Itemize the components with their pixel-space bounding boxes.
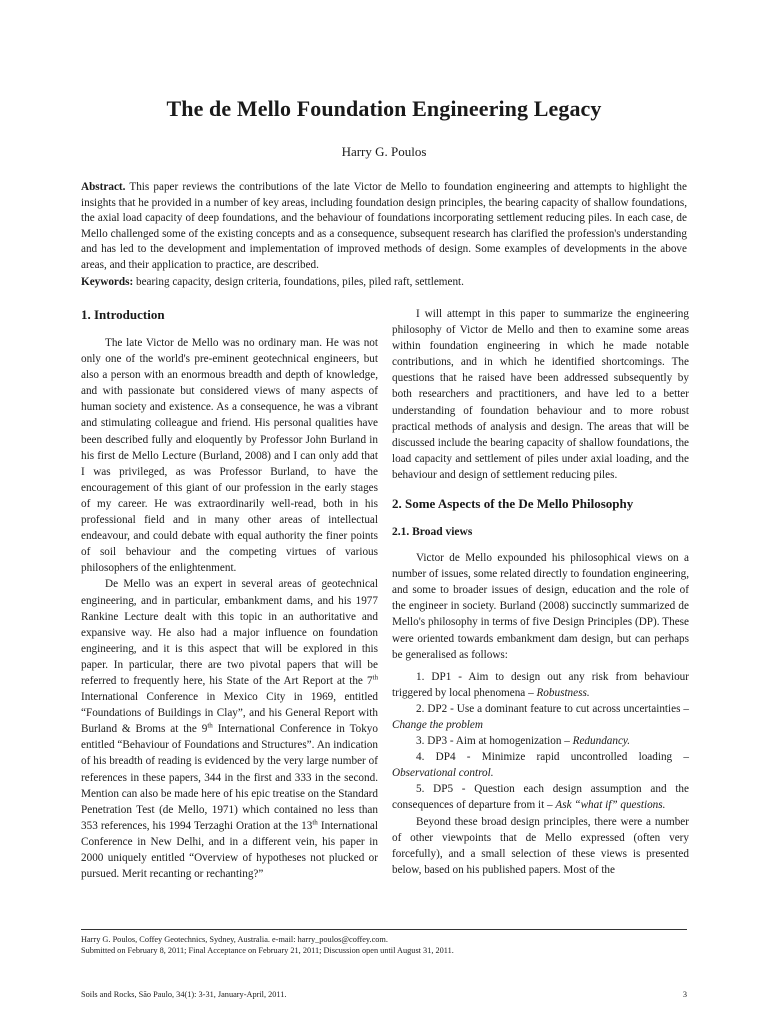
broad-views-paragraph: Victor de Mello expounded his philosophical views on a number of issues, some related directly to foundation engineering, and some to broader issues of design, education and the role of the engineer in society. Burland (2008) succinctly summarized de Mello's philosophy in terms of five Design Principles (DP). These were oriented towards embankment dam design, but can perhaps be generalised as follows: <box>392 552 689 661</box>
section-heading-philosophy: 2. Some Aspects of the De Mello Philosophy <box>392 496 634 512</box>
author-name: Harry G. Poulos <box>341 144 427 159</box>
design-principle-3 <box>392 733 689 749</box>
keywords <box>81 275 687 291</box>
dp5-emphasis: Ask “what if” questions. <box>555 799 666 812</box>
intro-p2-part2: International Conference in Mexico City in 1969, entitled “Foundations of Buildings in Clay”, and his General Report with Burland & Broms at the 9 <box>81 691 378 736</box>
spacer <box>392 483 689 495</box>
left-column <box>81 306 378 882</box>
journal-citation: Soils and Rocks, São Paulo, 34(1): 3-31, January-April, 2011. <box>81 990 287 999</box>
footnote-affiliation: Harry G. Poulos, Coffey Geotechnics, Sydney, Australia. e-mail: harry_poulos@coffey.com. <box>81 935 388 944</box>
section-heading-introduction: 1. Introduction <box>81 307 165 322</box>
abstract-text: This paper reviews the contributions of the late Victor de Mello to foundation engineering and attempts to highlight the insights that he provided in a number of key areas, including foundation design principles, the bearing capacity of shallow foundations, the axial load capacity of deep foundations, and the behaviour of foundations incorporating settlement reducing piles. In each case, de Mello challenged some of the existing concepts and as a consequence, subsequent research has clarified the profession's understanding and has led to the development and implementation of improved methods of design. Some examples of developments in the above areas, and their application to practice, are described. <box>81 181 687 271</box>
keywords-text: bearing capacity, design criteria, foundations, piles, piled raft, settlement. <box>136 276 464 288</box>
dp5-text: 5. DP5 - Question each design assumption and the consequences of departure from it – <box>392 783 689 812</box>
dp4-text: 4. DP4 - Minimize rapid uncontrolled loading – <box>416 751 689 764</box>
page-number: 3 <box>682 990 687 999</box>
keywords-label: Keywords: <box>81 276 134 288</box>
dp1-text: 1. DP1 - Aim to design out any risk from behaviour triggered by local phenomena – <box>392 670 689 699</box>
design-principle-5 <box>392 781 689 813</box>
intro-p2-part1: De Mello was an expert in several areas of geotechnical engineering, and in particular, embankment dams, and his 1977 Rankine Lecture dealt with this topic in an authoritative and expansive way. He also had a major influence on foundation engineering, and it is this aspect that will be explored in this paper. In particular, there are two pivotal papers that will be referred to frequently here, his State of the Art Report at the 7 <box>81 578 378 687</box>
design-principle-4 <box>392 749 689 781</box>
beyond-principles-paragraph: Beyond these broad design principles, there were a number of other viewpoints that de Mello expressed (often very forcefully), and a small selection of these views is presented below, based on his published papers. Most of the <box>392 815 689 876</box>
paper-title: The de Mello Foundation Engineering Legacy <box>166 96 602 121</box>
abstract-label: Abstract. <box>81 181 126 193</box>
superscript-th: th <box>207 721 213 730</box>
footnote-divider <box>81 929 687 930</box>
design-principle-2 <box>392 701 689 733</box>
intro-p2-part4: International Conference in New Delhi, and in a different vein, his paper in 2000 uniquely entitled “Overview of hypotheses not plucked or pursued. Merit recanting or rechanting?” <box>81 819 378 881</box>
superscript-th: th <box>372 673 378 682</box>
dp1-emphasis: Robustness. <box>536 686 590 699</box>
subsection-heading-broad-views: 2.1. Broad views <box>392 526 473 539</box>
right-column <box>392 306 689 878</box>
intro-paragraph-2 <box>81 576 378 882</box>
footnote-submission: Submitted on February 8, 2011; Final Acceptance on February 21, 2011; Discussion open until August 31, 2011. <box>81 946 454 955</box>
intro-paragraph-3: I will attempt in this paper to summarize the engineering philosophy of Victor de Mello and then to examine some areas within foundation engineering in which he made notable contributions, and in which he identified shortcomings. The questions that he raised have been addressed subsequently by both researchers and practitioners, and have led to a better understanding of foundation behaviour and to more robust practical methods of analysis and design. The areas that will be discussed include the bearing capacity of shallow foundations, the load capacity and settlement of piles under axial loading, and the behaviour and design of settlement reducing piles. <box>392 308 689 481</box>
dp3-text: 3. DP3 - Aim at homogenization – <box>416 735 573 748</box>
design-principle-1 <box>392 669 689 701</box>
dp3-emphasis: Redundancy. <box>572 735 631 748</box>
intro-p2-part3: International Conference in Tokyo entitled “Behaviour of Foundations and Structures”. An indication of his breadth of reading is evidenced by the very large number of references in these papers, 344 in the first and 333 in the second. Mention can also be made here of his epic treatise on the Standard Penetration Test (de Mello, 1971) which contained no less than 353 references, his 1994 Terzaghi Oration at the 13 <box>81 723 378 832</box>
abstract <box>81 180 687 274</box>
footnote <box>81 934 687 956</box>
dp2-emphasis: Change the problem <box>392 718 483 731</box>
dp4-emphasis: Observational control. <box>392 767 494 780</box>
intro-paragraph-1: The late Victor de Mello was no ordinary man. He was not only one of the world's pre-eminent geotechnical engineers, but also a person with an enormous breadth and depth of knowledge, and with passionate but considered views of many aspects of human society and existence. As a consequence, he was a vibrant and stimulating colleague and friend. His personal qualities have been described fully and eloquently by Professor John Burland in his first de Mello Lecture (Burland, 2008) and I can only add that I was privileged, as was Professor Burland, to have the encouragement of this giant of our profession in the early stages of my career. He was extraordinarily well-read, both in his professional field and in many other areas of intellectual endeavour, and could debate with equal authority the finer points of soil behaviour and the competing virtues of various philosophers of the enlightenment. <box>81 337 378 575</box>
dp2-text: 2. DP2 - Use a dominant feature to cut across uncertainties – <box>416 702 689 715</box>
superscript-th: th <box>312 818 318 827</box>
